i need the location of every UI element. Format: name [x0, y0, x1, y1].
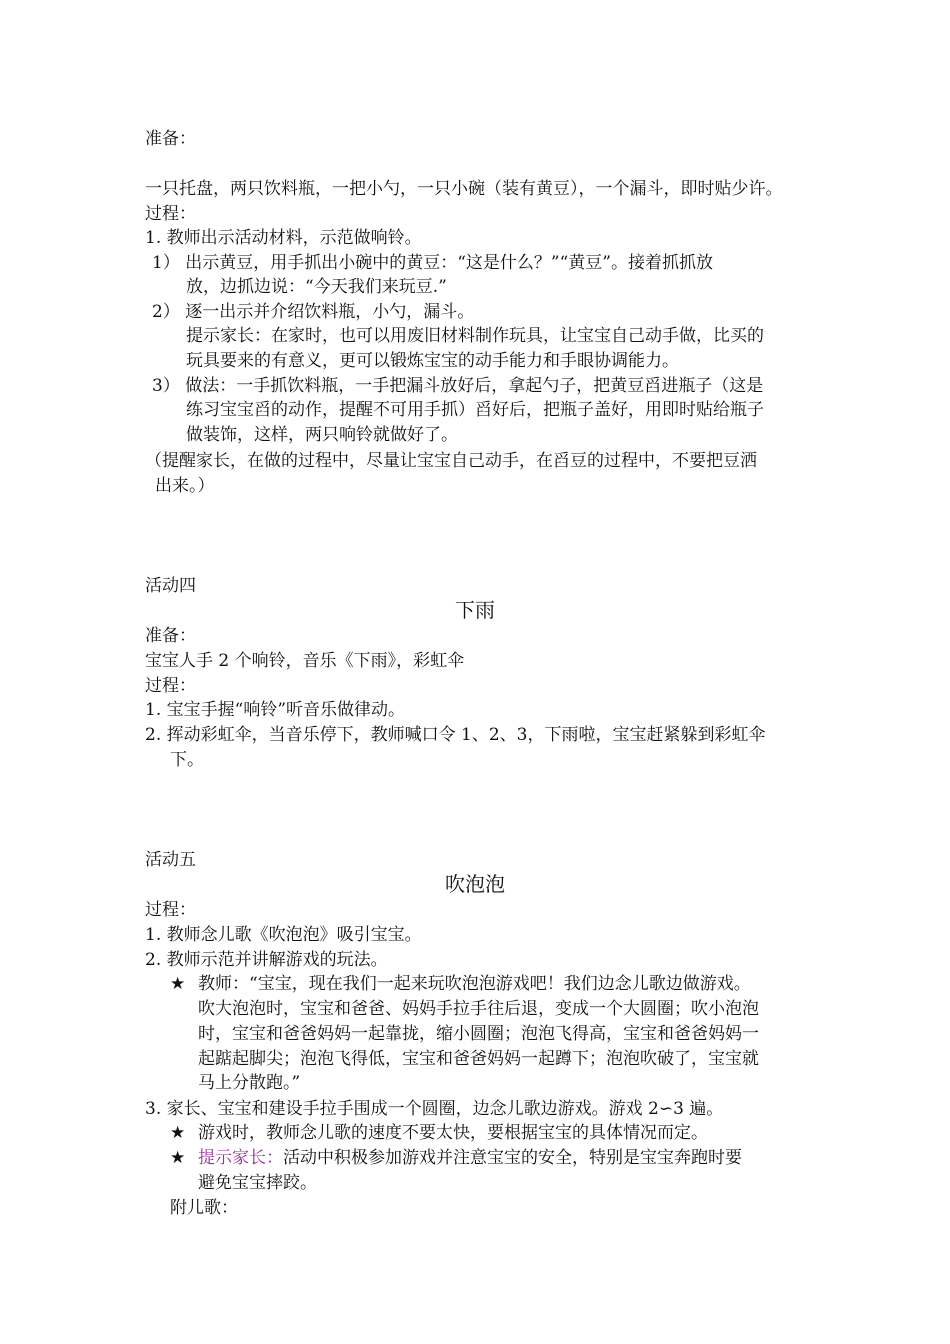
substep-1-line-2: 放，边抓边说：“今天我们来玩豆.” [186, 277, 447, 297]
activity-4-prep-label: 准备： [145, 626, 196, 646]
substep-1-line-1: 1） 出示黄豆，用手抓出小碗中的黄豆：“这是什么？”“黄豆”。接着抓抓放 [152, 253, 713, 273]
activity-4-step-2-line-1: 2. 挥动彩虹伞，当音乐停下，教师喊口令 1、2、3，下雨啦，宝宝赶紧躲到彩虹伞 [145, 725, 766, 745]
activity-4-step-1: 1. 宝宝手握“响铃”听音乐做律动。 [145, 700, 406, 720]
tip-line-2: 玩具要来的有意义，更可以锻炼宝宝的动手能力和手眼协调能力。 [186, 351, 679, 371]
substep-2: 2） 逐一出示并介绍饮料瓶，小勺，漏斗。 [152, 302, 475, 322]
activity-5-step-2: 2. 教师示范并讲解游戏的玩法。 [145, 950, 388, 970]
star-bullet-icon: ★ [170, 1123, 186, 1143]
teacher-line-1: 教师：“宝宝，现在我们一起来玩吹泡泡游戏吧！我们边念儿歌边做游戏。 [198, 974, 751, 994]
activity-4-title: 下雨 [455, 598, 495, 622]
substep-3-line-3: 做装饰，这样，两只响铃就做好了。 [186, 425, 458, 445]
activity-5-step-3: 3. 家长、宝宝和建设手拉手围成一个圆圈，边念儿歌边游戏。游戏 2∽3 遍。 [145, 1099, 724, 1119]
substep-3-line-1: 3） 做法：一手抓饮料瓶，一手把漏斗放好后，拿起勺子，把黄豆舀进瓶子（这是 [152, 376, 764, 396]
activity-5-label: 活动五 [145, 850, 196, 870]
tip-line [198, 1146, 742, 1170]
activity-5-process-label: 过程： [145, 900, 196, 920]
tip-line-2: 避免宝宝摔跤。 [198, 1173, 317, 1193]
tip-text: 活动中积极参加游戏并注意宝宝的安全，特别是宝宝奔跑时要 [283, 1148, 742, 1168]
step-1: 1. 教师出示活动材料，示范做响铃。 [145, 228, 422, 248]
activity-5-step-1: 1. 教师念儿歌《吹泡泡》吸引宝宝。 [145, 925, 422, 945]
process-label: 过程： [145, 204, 196, 224]
reminder-line-2: 出来。） [155, 476, 215, 496]
substep-3-line-2: 练习宝宝舀的动作，提醒不可用手抓）舀好后，把瓶子盖好，用即时贴给瓶子 [186, 400, 764, 420]
note-line: 游戏时，教师念儿歌的速度不要太快，要根据宝宝的具体情况而定。 [198, 1123, 708, 1143]
appendix-label: 附儿歌： [170, 1198, 238, 1218]
tip-line-1: 提示家长：在家时，也可以用废旧材料制作玩具，让宝宝自己动手做，比买的 [186, 326, 764, 346]
materials-text: 一只托盘，两只饮料瓶，一把小勺，一只小碗（装有黄豆），一个漏斗，即时贴少许。 [145, 179, 783, 199]
prep-label: 准备： [145, 129, 196, 149]
teacher-line-2: 吹大泡泡时，宝宝和爸爸、妈妈手拉手往后退，变成一个大圆圈；吹小泡泡 [198, 999, 759, 1019]
activity-4-materials: 宝宝人手 2 个响铃，音乐《下雨》，彩虹伞 [145, 651, 465, 671]
star-bullet-icon: ★ [170, 974, 186, 994]
reminder-line-1: （提醒家长，在做的过程中，尽量让宝宝自己动手，在舀豆的过程中，不要把豆洒 [145, 451, 757, 471]
teacher-line-5: 马上分散跑。” [198, 1073, 301, 1093]
teacher-line-3: 时，宝宝和爸爸妈妈一起靠拢，缩小圆圈；泡泡飞得高，宝宝和爸爸妈妈一 [198, 1024, 759, 1044]
star-bullet-icon: ★ [170, 1148, 186, 1168]
activity-4-process-label: 过程： [145, 676, 196, 696]
teacher-line-4: 起踮起脚尖；泡泡飞得低，宝宝和爸爸妈妈一起蹲下；泡泡吹破了，宝宝就 [198, 1049, 759, 1069]
tip-label: 提示家长： [198, 1148, 283, 1168]
activity-5-title: 吹泡泡 [445, 872, 505, 896]
activity-4-step-2-line-2: 下。 [170, 750, 204, 770]
activity-4-label: 活动四 [145, 576, 196, 596]
